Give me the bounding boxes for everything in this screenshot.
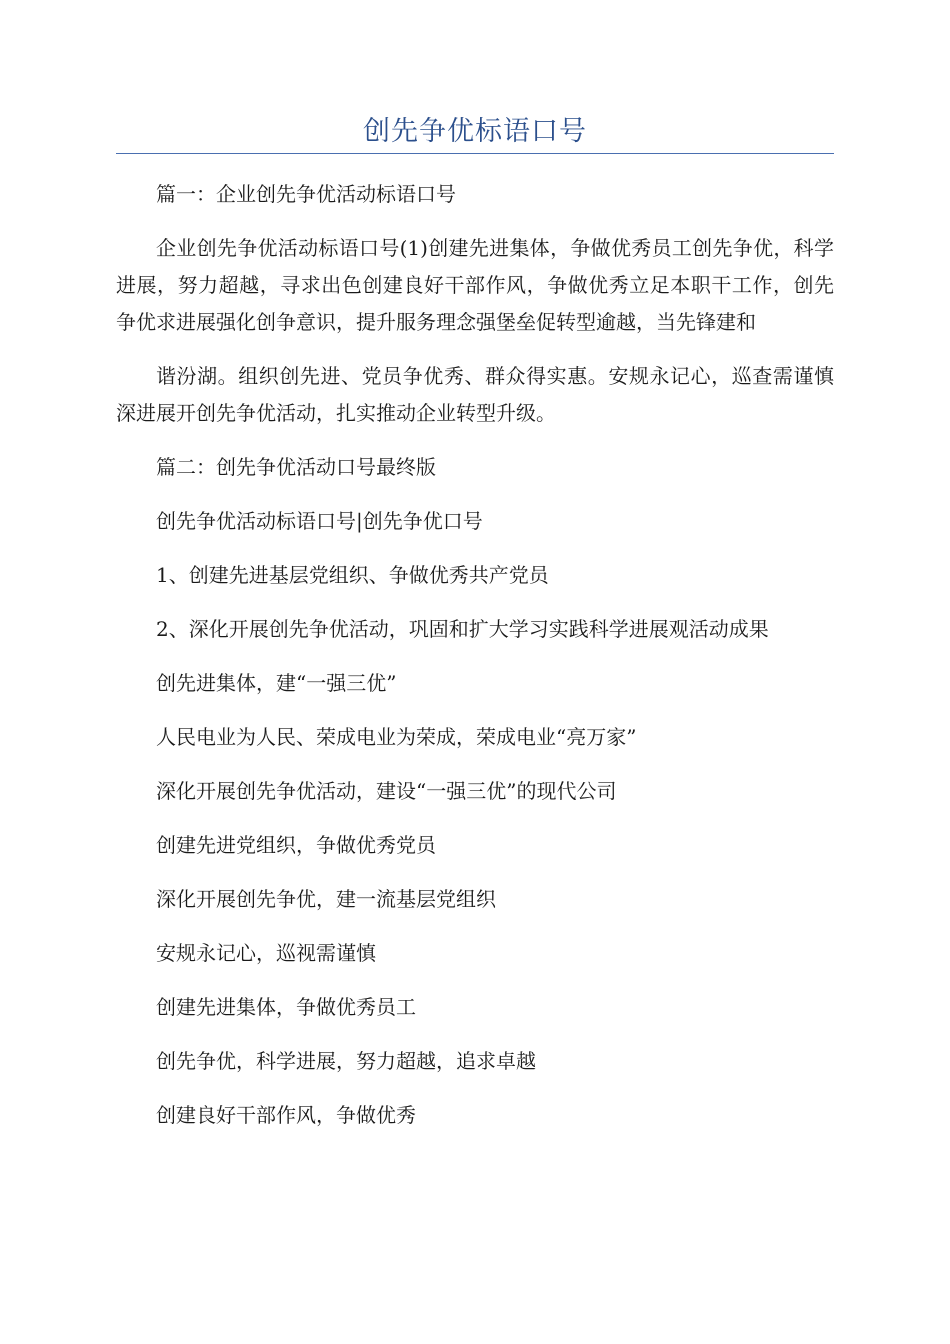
- paragraph: 创建良好干部作风，争做优秀: [156, 1103, 416, 1127]
- paragraph: 企业创先争优活动标语口号(1)创建先进集体，争做优秀员工创先争优，科学进展，努力超越，寻求出色创建良好干部作风，争做优秀立足本职干工作，创先争优求进展强化创争意识，提升服务理念强堡垒促转型逾越，当先锋建和: [116, 236, 834, 334]
- document-body: [116, 176, 834, 1151]
- paragraph: 深化开展创先争优活动，建设“一强三优”的现代公司: [156, 779, 617, 803]
- paragraph: 1、创建先进基层党组织、争做优秀共产党员: [156, 563, 549, 587]
- paragraph: 篇二：创先争优活动口号最终版: [156, 455, 436, 479]
- paragraph: 人民电业为人民、荣成电业为荣成，荣成电业“亮万家”: [156, 725, 637, 749]
- paragraph: 篇一：企业创先争优活动标语口号: [156, 182, 456, 206]
- title-underline: [116, 153, 834, 154]
- paragraph: 创建先进集体，争做优秀员工: [156, 995, 416, 1019]
- document-title: 创先争优标语口号: [363, 116, 587, 147]
- paragraph: 创先争优活动标语口号|创先争优口号: [156, 509, 483, 533]
- paragraph: 创先争优，科学进展，努力超越，追求卓越: [156, 1049, 536, 1073]
- paragraph: 2、深化开展创先争优活动，巩固和扩大学习实践科学进展观活动成果: [156, 617, 769, 641]
- paragraph: 谐汾湖。组织创先进、党员争优秀、群众得实惠。安规永记心，巡查需谨慎深进展开创先争优活动，扎实推动企业转型升级。: [116, 364, 834, 425]
- paragraph: 创建先进党组织，争做优秀党员: [156, 833, 436, 857]
- paragraph: 深化开展创先争优，建一流基层党组织: [156, 887, 496, 911]
- paragraph: 安规永记心，巡视需谨慎: [156, 941, 376, 965]
- paragraph: 创先进集体，建“一强三优”: [156, 671, 397, 695]
